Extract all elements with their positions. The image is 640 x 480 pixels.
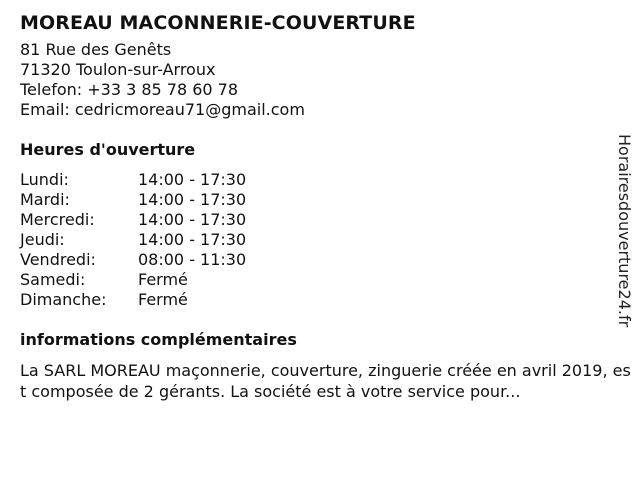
hours-row-dimanche bbox=[20, 290, 620, 310]
hours-row-samedi bbox=[20, 270, 620, 290]
time-value: 14:00 - 17:30 bbox=[138, 210, 247, 229]
time-value: Fermé bbox=[138, 290, 188, 309]
hours-row-mercredi bbox=[20, 210, 620, 230]
site-watermark: Horairesdouverture24.fr bbox=[615, 134, 634, 328]
address-block bbox=[20, 40, 620, 120]
city-line: 71320 Toulon-sur-Arroux bbox=[20, 60, 216, 79]
day-label: Mercredi: bbox=[20, 210, 95, 229]
time-value: 14:00 - 17:30 bbox=[138, 190, 247, 209]
day-label: Dimanche: bbox=[20, 290, 107, 309]
time-value: 14:00 - 17:30 bbox=[138, 170, 247, 189]
business-name: MOREAU MACONNERIE-COUVERTURE bbox=[20, 12, 416, 34]
time-value: Fermé bbox=[138, 270, 188, 289]
hours-row-jeudi bbox=[20, 230, 620, 250]
info-title: informations complémentaires bbox=[20, 330, 297, 349]
hours-row-mardi bbox=[20, 190, 620, 210]
day-label: Jeudi: bbox=[20, 230, 65, 249]
time-value: 14:00 - 17:30 bbox=[138, 230, 247, 249]
street-address: 81 Rue des Genêts bbox=[20, 40, 172, 59]
day-label: Samedi: bbox=[20, 270, 86, 289]
hours-row-lundi bbox=[20, 170, 620, 190]
info-description: La SARL MOREAU maçonnerie, couverture, zinguerie créée en avril 2019, est composée de 2 gérants. La société est à votre service pour... bbox=[20, 361, 631, 401]
day-label: Vendredi: bbox=[20, 250, 96, 269]
day-label: Lundi: bbox=[20, 170, 69, 189]
phone-line: Telefon: +33 3 85 78 60 78 bbox=[20, 80, 239, 99]
email-line: Email: cedricmoreau71@gmail.com bbox=[20, 100, 305, 119]
hours-title: Heures d'ouverture bbox=[20, 140, 196, 159]
hours-table bbox=[20, 170, 620, 310]
time-value: 08:00 - 11:30 bbox=[138, 250, 247, 269]
hours-row-vendredi bbox=[20, 250, 620, 270]
day-label: Mardi: bbox=[20, 190, 70, 209]
